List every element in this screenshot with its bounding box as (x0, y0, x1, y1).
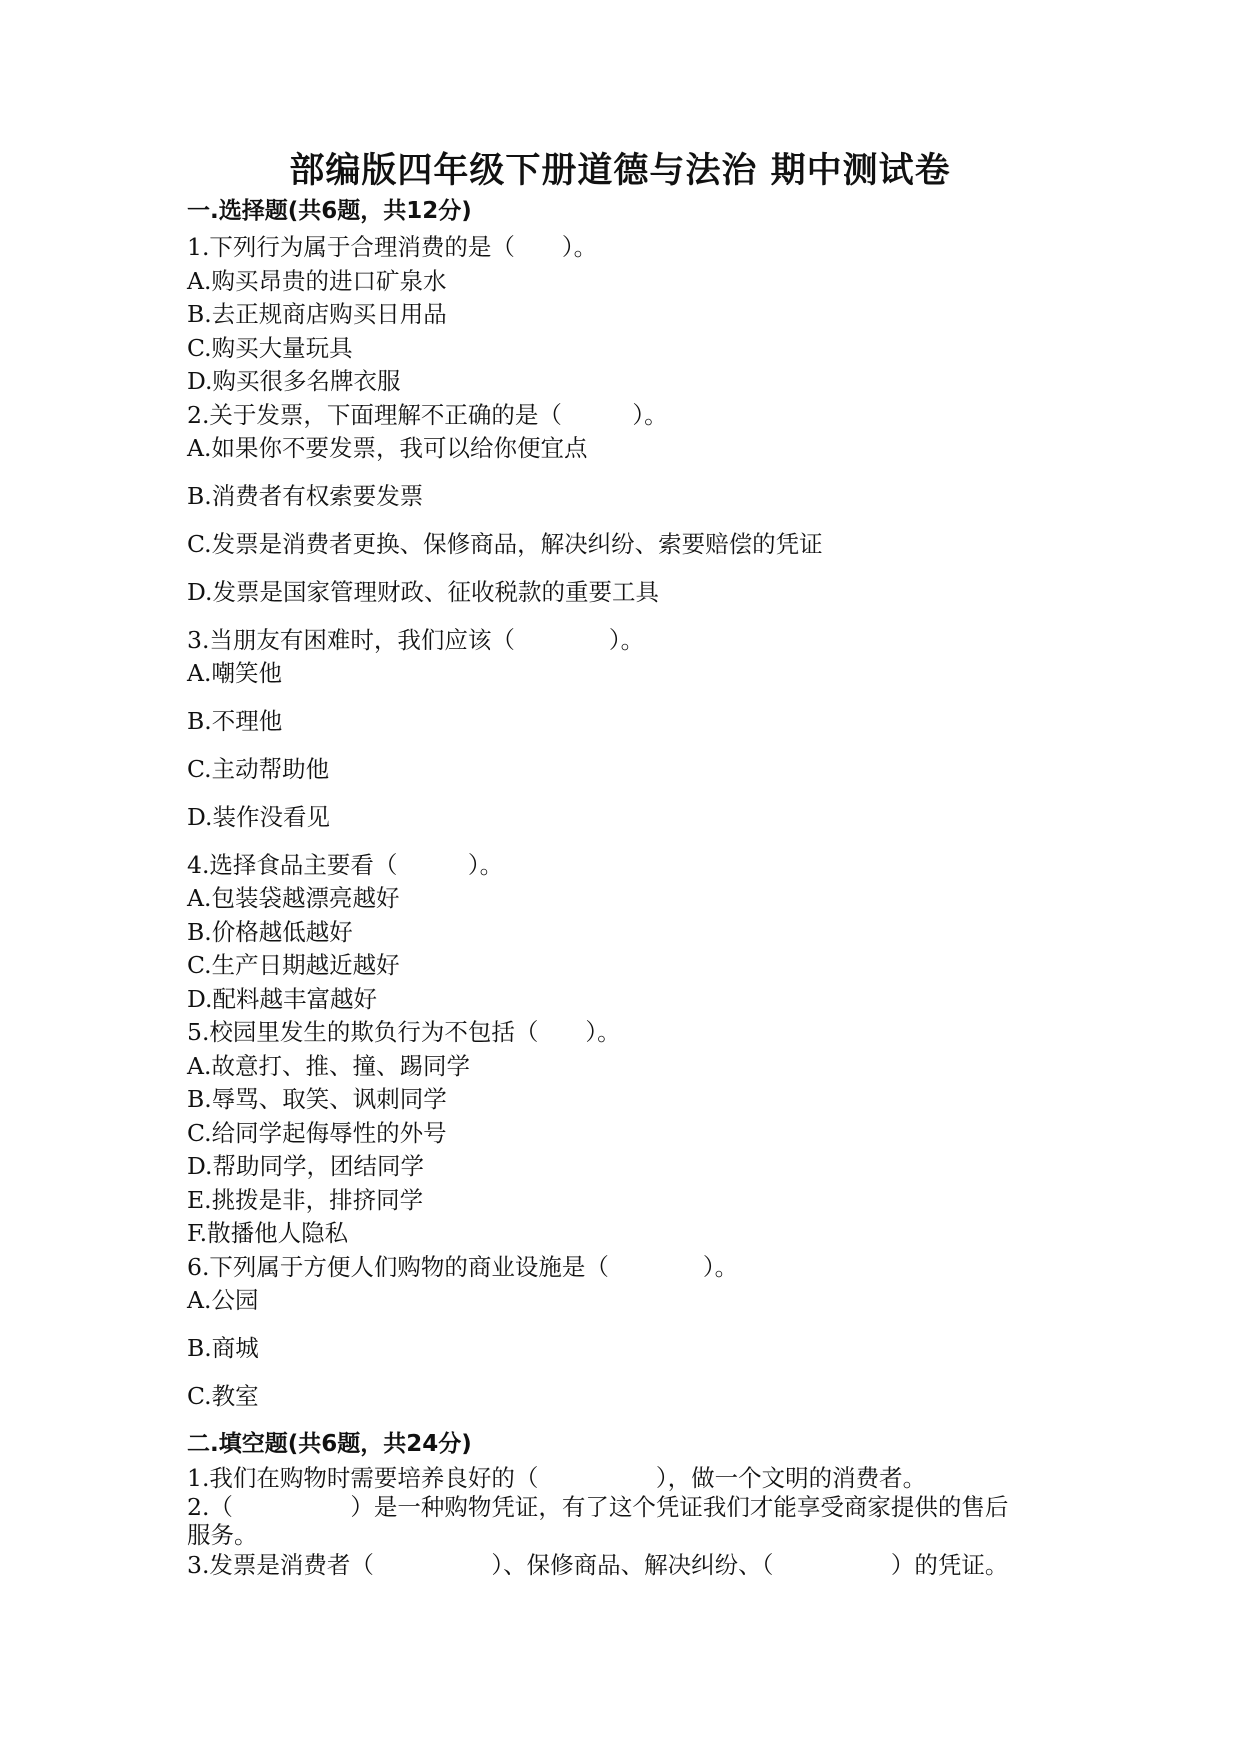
section-heading-choice: 一.选择题(共6题，共12分) (187, 198, 472, 224)
question-stem: 1.下列行为属于合理消费的是（ ）。 (187, 233, 598, 261)
option: C.发票是消费者更换、保修商品，解决纠纷、索要赔偿的凭证 (187, 530, 823, 558)
fill-item: 3.发票是消费者（ ）、保修商品、解决纠纷、（ ）的凭证。 (187, 1551, 1009, 1579)
option: A.如果你不要发票，我可以给你便宜点 (187, 434, 588, 462)
option: B.不理他 (187, 707, 283, 735)
question-stem: 5.校园里发生的欺负行为不包括（ ）。 (187, 1018, 621, 1046)
question-stem: 6.下列属于方便人们购物的商业设施是（ ）。 (187, 1253, 739, 1281)
question-stem: 4.选择食品主要看（ ）。 (187, 851, 504, 879)
fill-item: 1.我们在购物时需要培养良好的（ ），做一个文明的消费者。 (187, 1464, 927, 1492)
fill-item-continued: 服务。 (187, 1521, 258, 1549)
option: B.消费者有权索要发票 (187, 482, 424, 510)
section-heading-fill: 二.填空题(共6题，共24分) (187, 1431, 472, 1457)
question-stem: 3.当朋友有困难时，我们应该（ ）。 (187, 626, 645, 654)
option: F.散播他人隐私 (187, 1219, 349, 1247)
option: C.生产日期越近越好 (187, 951, 400, 979)
option: C.主动帮助他 (187, 755, 330, 783)
question-stem: 2.关于发票，下面理解不正确的是（ ）。 (187, 401, 668, 429)
fill-item: 2.（ ）是一种购物凭证，有了这个凭证我们才能享受商家提供的售后 (187, 1493, 1009, 1521)
option: C.教室 (187, 1382, 259, 1410)
option: D.购买很多名牌衣服 (187, 367, 401, 395)
option: D.发票是国家管理财政、征收税款的重要工具 (187, 578, 659, 606)
option: E.挑拨是非，排挤同学 (187, 1186, 424, 1214)
option: D.帮助同学，团结同学 (187, 1152, 424, 1180)
option: C.购买大量玩具 (187, 334, 353, 362)
option: C.给同学起侮辱性的外号 (187, 1119, 447, 1147)
option: A.公园 (187, 1286, 259, 1314)
option: D.装作没看见 (187, 803, 330, 831)
option: B.商城 (187, 1334, 259, 1362)
page-title: 部编版四年级下册道德与法治 期中测试卷 (289, 151, 951, 191)
option: A.包装袋越漂亮越好 (187, 884, 400, 912)
option: D.配料越丰富越好 (187, 985, 377, 1013)
option: B.价格越低越好 (187, 918, 353, 946)
option: A.故意打、推、撞、踢同学 (187, 1052, 470, 1080)
option: A.嘲笑他 (187, 659, 282, 687)
option: B.去正规商店购买日用品 (187, 300, 447, 328)
option: A.购买昂贵的进口矿泉水 (187, 267, 447, 295)
option: B.辱骂、取笑、讽刺同学 (187, 1085, 447, 1113)
